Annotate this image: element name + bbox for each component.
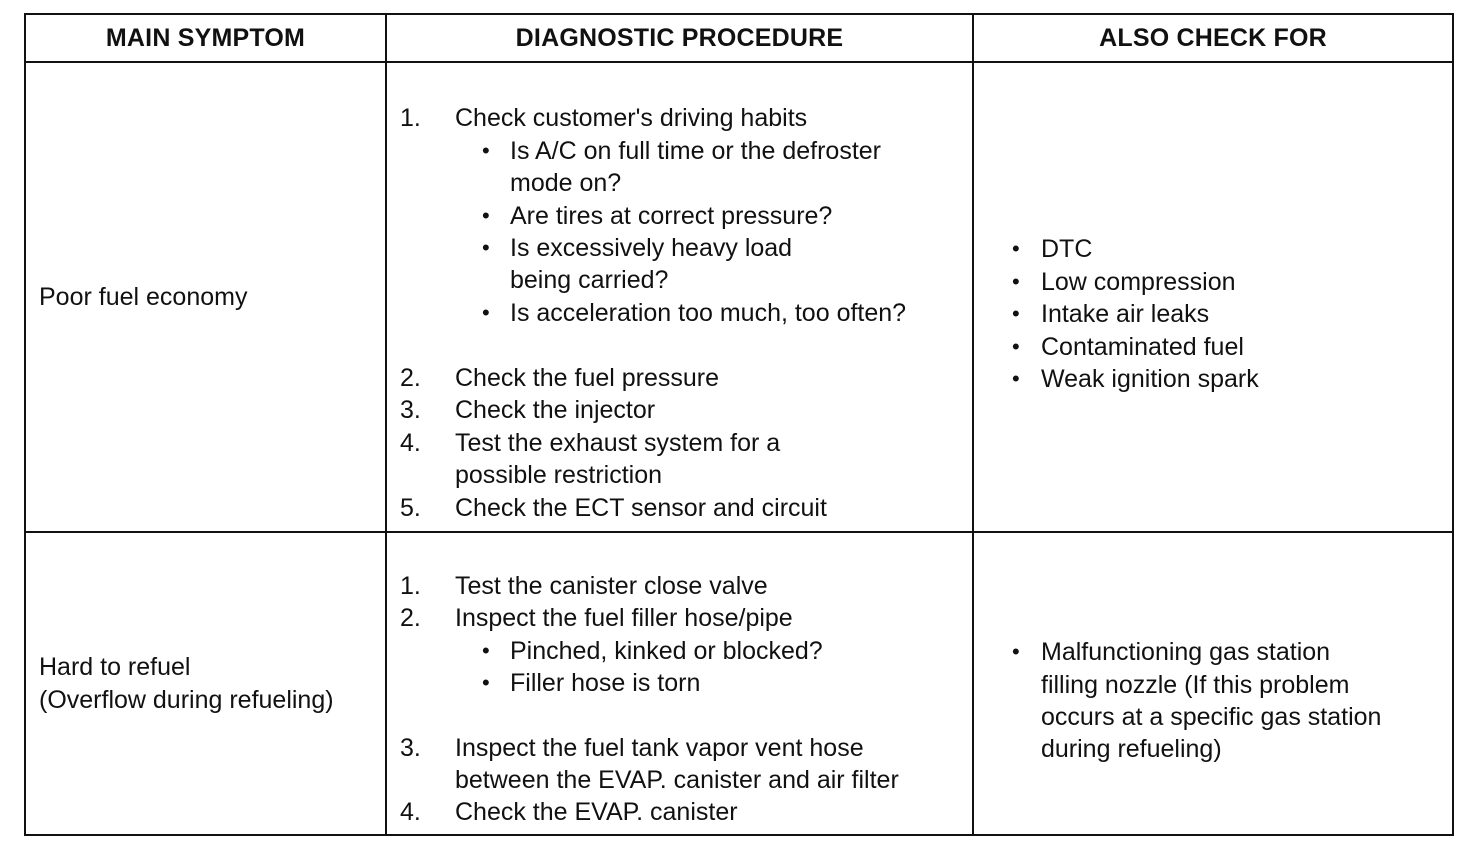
header-diagnostic-procedure: DIAGNOSTIC PROCEDURE — [386, 14, 973, 62]
procedure-cell: 1. Test the canister close valve 2. Inspect the fuel filler hose/pipe • Pinched, kinked or blocked? • Filler hose is torn 3. Inspect the fuel tank vapor vent hose between the EVAP. canister and air filter 4. Check the EVAP. canister — [386, 532, 973, 835]
diagnostic-table — [24, 13, 1454, 836]
symptom-cell — [25, 532, 386, 835]
symptom-text: (Overflow during refueling) — [39, 685, 334, 714]
procedure-cell: 1. Check customer's driving habits • Is A/C on full time or the defroster mode on? • Are tires at correct pressure? • Is excessively heavy load being carried? • Is acceleration too much, too often? 2. Check the fuel pressure 3. Check the injector 4. Test the exhaust system for a possible restriction 5. Check the ECT sensor and circuit — [386, 62, 973, 532]
symptom-text: Hard to refuel — [39, 652, 191, 681]
symptom-text: Poor fuel economy — [39, 282, 248, 311]
symptom-cell — [25, 62, 386, 532]
also-check-cell: • Malfunctioning gas station filling nozzle (If this problem occurs at a specific gas station during refueling) — [973, 532, 1453, 835]
table-row — [25, 62, 1453, 532]
header-row — [25, 14, 1453, 62]
header-main-symptom: MAIN SYMPTOM — [25, 14, 386, 62]
also-check-cell: • DTC • Low compression • Intake air leaks • Contaminated fuel • Weak ignition spark — [973, 62, 1453, 532]
header-also-check-for: ALSO CHECK FOR — [973, 14, 1453, 62]
table-row — [25, 532, 1453, 835]
